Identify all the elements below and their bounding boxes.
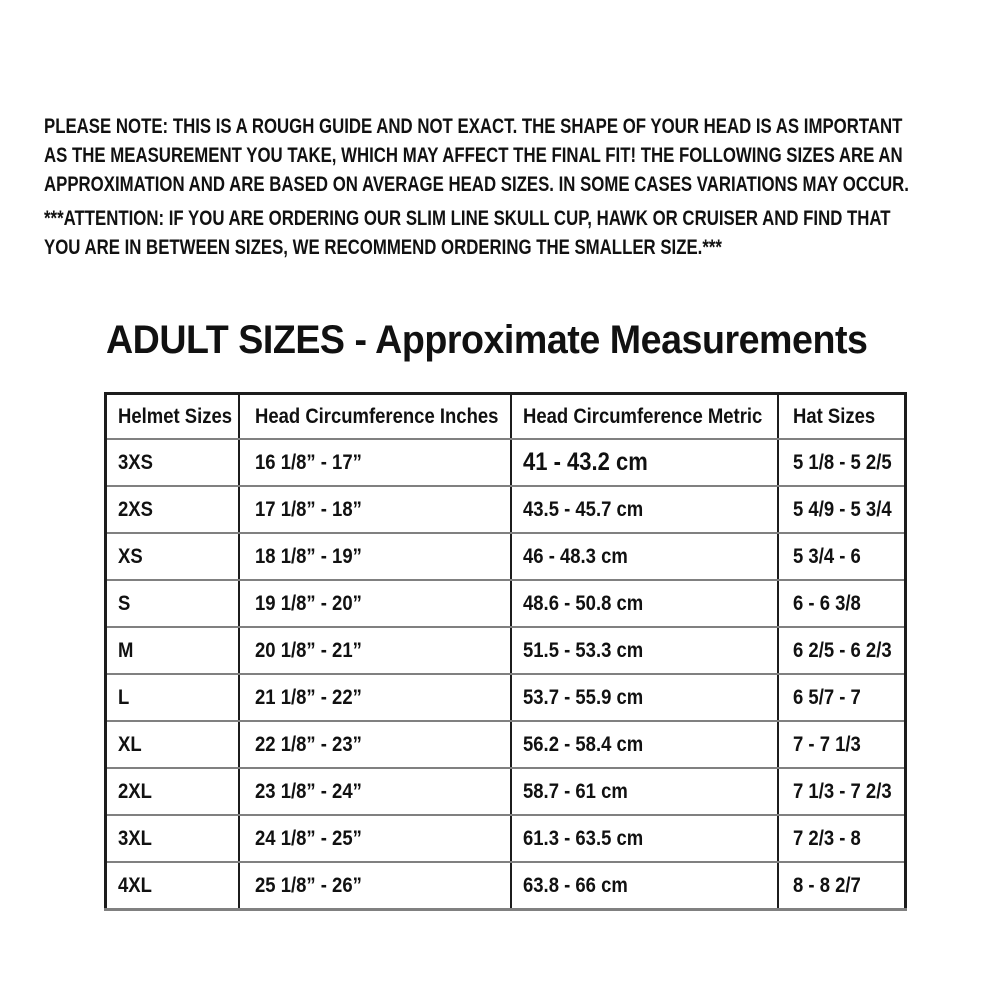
cell-helmet-size xyxy=(106,580,239,627)
note-line: AS THE MEASUREMENT YOU TAKE, WHICH MAY AFFECT THE FINAL FIT! THE FOLLOWING SIZES ARE AN xyxy=(44,144,903,167)
cell-metric xyxy=(511,862,778,910)
cell-inches xyxy=(239,580,511,627)
note-line: APPROXIMATION AND ARE BASED ON AVERAGE HEAD SIZES. IN SOME CASES VARIATIONS MAY OCCUR. xyxy=(44,173,909,196)
table-row xyxy=(106,580,906,627)
table-row xyxy=(106,533,906,580)
cell-text: 7 2/3 - 8 xyxy=(792,826,861,850)
cell-metric xyxy=(511,768,778,815)
cell-inches xyxy=(239,439,511,486)
cell-metric xyxy=(511,815,778,862)
cell-text: 25 1/8” - 26” xyxy=(254,873,362,897)
cell-text: 3XL xyxy=(118,826,152,850)
table-row xyxy=(106,486,906,533)
cell-inches xyxy=(239,721,511,768)
cell-text: S xyxy=(118,591,131,615)
attention-line: ***ATTENTION: IF YOU ARE ORDERING OUR SLIM LINE SKULL CUP, HAWK OR CRUISER AND FIND THAT xyxy=(44,207,891,230)
header-hat-sizes xyxy=(778,394,906,440)
cell-metric xyxy=(511,439,778,486)
cell-metric xyxy=(511,533,778,580)
cell-helmet-size xyxy=(106,439,239,486)
cell-text: 6 - 6 3/8 xyxy=(792,591,861,615)
cell-text: 17 1/8” - 18” xyxy=(254,497,362,521)
table-row xyxy=(106,768,906,815)
cell-hat-size xyxy=(778,627,906,674)
table-row xyxy=(106,721,906,768)
attention-paragraph xyxy=(44,204,1000,262)
cell-hat-size xyxy=(778,721,906,768)
cell-text: M xyxy=(118,638,134,662)
cell-text: 21 1/8” - 22” xyxy=(254,685,362,709)
header-row xyxy=(106,394,906,440)
cell-text: 2XS xyxy=(118,497,153,521)
cell-inches xyxy=(239,768,511,815)
cell-text: 5 1/8 - 5 2/5 xyxy=(792,450,892,474)
attention-line: YOU ARE IN BETWEEN SIZES, WE RECOMMEND ORDERING THE SMALLER SIZE.*** xyxy=(44,236,722,259)
size-table xyxy=(104,392,907,911)
cell-text: 46 - 48.3 cm xyxy=(522,544,628,568)
header-circumference-inches xyxy=(239,394,511,440)
cell-text: 5 3/4 - 6 xyxy=(792,544,861,568)
cell-text: 7 1/3 - 7 2/3 xyxy=(792,779,892,803)
cell-helmet-size xyxy=(106,768,239,815)
table-row xyxy=(106,815,906,862)
cell-helmet-size xyxy=(106,486,239,533)
cell-text: 16 1/8” - 17” xyxy=(254,450,362,474)
cell-metric xyxy=(511,674,778,721)
cell-helmet-size xyxy=(106,674,239,721)
cell-inches xyxy=(239,862,511,910)
size-table-head xyxy=(106,394,906,440)
cell-text: 6 5/7 - 7 xyxy=(792,685,861,709)
cell-text: 2XL xyxy=(118,779,152,803)
cell-text: L xyxy=(118,685,130,709)
note-line: PLEASE NOTE: THIS IS A ROUGH GUIDE AND NOT EXACT. THE SHAPE OF YOUR HEAD IS AS IMPORTANT xyxy=(44,115,903,138)
cell-text: 7 - 7 1/3 xyxy=(792,732,861,756)
cell-inches xyxy=(239,627,511,674)
page-title: ADULT SIZES - Approximate Measurements xyxy=(106,318,868,362)
cell-hat-size xyxy=(778,862,906,910)
cell-inches xyxy=(239,486,511,533)
header-text: Head Circumference Inches xyxy=(254,404,498,428)
cell-metric xyxy=(511,486,778,533)
cell-text: 58.7 - 61 cm xyxy=(522,779,628,803)
cell-helmet-size xyxy=(106,533,239,580)
cell-text: XS xyxy=(118,544,143,568)
cell-hat-size xyxy=(778,580,906,627)
cell-metric xyxy=(511,627,778,674)
cell-metric xyxy=(511,721,778,768)
cell-hat-size xyxy=(778,815,906,862)
cell-text: XL xyxy=(118,732,142,756)
cell-text: 6 2/5 - 6 2/3 xyxy=(792,638,892,662)
cell-text: 4XL xyxy=(118,873,152,897)
cell-inches xyxy=(239,533,511,580)
cell-text: 48.6 - 50.8 cm xyxy=(522,591,643,615)
cell-text: 43.5 - 45.7 cm xyxy=(522,497,643,521)
table-row xyxy=(106,627,906,674)
cell-hat-size xyxy=(778,533,906,580)
header-circumference-metric xyxy=(511,394,778,440)
table-row xyxy=(106,862,906,910)
header-text: Head Circumference Metric xyxy=(522,404,762,428)
cell-text: 61.3 - 63.5 cm xyxy=(522,826,643,850)
table-row xyxy=(106,674,906,721)
cell-text: 24 1/8” - 25” xyxy=(254,826,362,850)
cell-text: 18 1/8” - 19” xyxy=(254,544,362,568)
cell-text: 3XS xyxy=(118,450,153,474)
cell-text: 5 4/9 - 5 3/4 xyxy=(792,497,892,521)
cell-inches xyxy=(239,815,511,862)
cell-text: 53.7 - 55.9 cm xyxy=(522,685,643,709)
please-note-paragraph xyxy=(44,112,1000,199)
cell-metric xyxy=(511,580,778,627)
cell-text: 23 1/8” - 24” xyxy=(254,779,362,803)
header-helmet-sizes xyxy=(106,394,239,440)
cell-text: 51.5 - 53.3 cm xyxy=(522,638,643,662)
cell-helmet-size xyxy=(106,815,239,862)
table-row xyxy=(106,439,906,486)
cell-text: 19 1/8” - 20” xyxy=(254,591,362,615)
size-table-body xyxy=(106,439,906,910)
cell-text: 20 1/8” - 21” xyxy=(254,638,362,662)
cell-helmet-size xyxy=(106,862,239,910)
cell-text: 41 - 43.2 cm xyxy=(522,448,648,476)
cell-inches xyxy=(239,674,511,721)
cell-helmet-size xyxy=(106,627,239,674)
cell-text: 22 1/8” - 23” xyxy=(254,732,362,756)
cell-helmet-size xyxy=(106,721,239,768)
cell-text: 8 - 8 2/7 xyxy=(792,873,861,897)
cell-hat-size xyxy=(778,674,906,721)
cell-hat-size xyxy=(778,486,906,533)
header-text: Helmet Sizes xyxy=(118,404,233,428)
cell-hat-size xyxy=(778,768,906,815)
cell-hat-size xyxy=(778,439,906,486)
cell-text: 56.2 - 58.4 cm xyxy=(522,732,643,756)
cell-text: 63.8 - 66 cm xyxy=(522,873,628,897)
header-text: Hat Sizes xyxy=(792,404,875,428)
